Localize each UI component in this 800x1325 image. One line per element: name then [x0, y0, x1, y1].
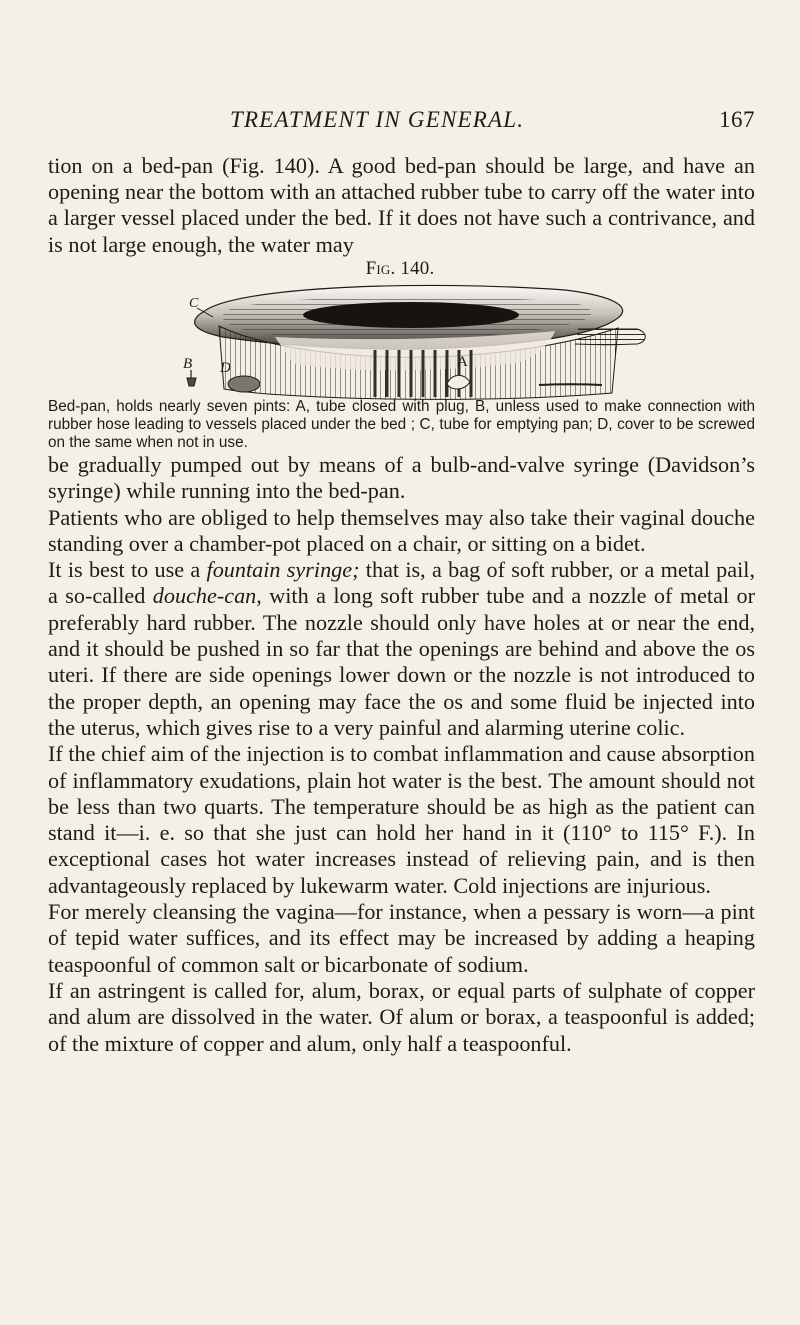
letter-d: D: [220, 360, 231, 376]
paragraph-3-italic-fountain: fountain syringe;: [206, 557, 360, 583]
paragraph-5: For merely cleansing the vagina—for instance, when a pessary is worn—a pint of tepid water suffices, and its effect may be increased by adding a heaping teaspoonful of common salt or bicarbonate of sodium.: [48, 899, 755, 977]
paragraph-3: [48, 557, 755, 741]
letter-b: B: [183, 356, 193, 372]
page-number: 167: [719, 107, 755, 132]
figure-caption: [48, 398, 755, 451]
running-head: [48, 107, 755, 141]
paragraph-3-italic-douche: douche-can,: [152, 583, 262, 609]
figure-label-text: Fig. 140.: [365, 258, 435, 279]
tube-b-icon: [187, 370, 196, 386]
bed-pan-illustration: [145, 282, 665, 400]
main-text: [48, 452, 755, 1057]
top-paragraph-text: tion on a bed-pan (Fig. 140). A good bed-pan should be large, and have an opening near the bottom with an attached rubber tube to carry off the water into a larger vessel placed under the bed. If it does not have such a contrivance, and is not large enough, the water may: [48, 153, 755, 257]
paragraph-3-middle: that is, a bag of soft rubber, or a metal pail, a so-called: [48, 557, 756, 609]
figure-label: [0, 258, 800, 280]
paragraph-4: If the chief aim of the injection is to combat inflammation and cause absorption of inflammatory exudations, plain hot water is the best. The amount should not be less than two quarts. The temperature should be as high as the patient can stand it—i. e. so that she just can hold her hand in it (110° to 115° F.). In exceptional cases hot water increases instead of relieving pain, and is then advantageously replaced by lukewarm water. Cold injections are injurious.: [48, 741, 755, 898]
letter-a: A: [457, 354, 468, 370]
pan-body: [195, 285, 646, 399]
running-title: TREATMENT IN GENERAL.: [230, 107, 525, 132]
paragraph-6: If an astringent is called for, alum, borax, or equal parts of sulphate of copper and alum are dissolved in the water. Of alum or borax, a teaspoonful is added; of the mixture of copper and alum, only half a teaspoonful.: [48, 977, 755, 1056]
figure-caption-text: Bed-pan, holds nearly seven pints: A, tube closed with plug, B, unless used to make connection with rubber hose leading to vessels placed under the bed ; C, tube for emptying pan; D, cover to be screwed on the same when not in use.: [48, 398, 755, 451]
letter-c: C: [189, 296, 199, 311]
paragraph-2: Patients who are obliged to help themselves may also take their vaginal douche standing over a chamber-pot placed on a chair, or sitting on a bidet.: [48, 504, 755, 556]
paragraph-3-prefix: It is best to use a: [48, 557, 207, 583]
top-paragraph: [48, 153, 755, 258]
paragraph-1: be gradually pumped out by means of a bulb-and-valve syringe (Davidson’s syringe) while running into the bed-pan.: [48, 452, 755, 504]
paragraph-3-suffix: with a long soft rubber tube and a nozzle of metal or preferably hard rubber. The nozzle should only have holes at or near the end, and it should be pushed in so far that the openings are behind and above the os uteri. If there are side openings lower down or the nozzle is not introduced to the proper depth, an opening may face the os and some fluid be injected into the uterus, which gives rise to a very painful and alarming uterine colic.: [48, 583, 756, 740]
